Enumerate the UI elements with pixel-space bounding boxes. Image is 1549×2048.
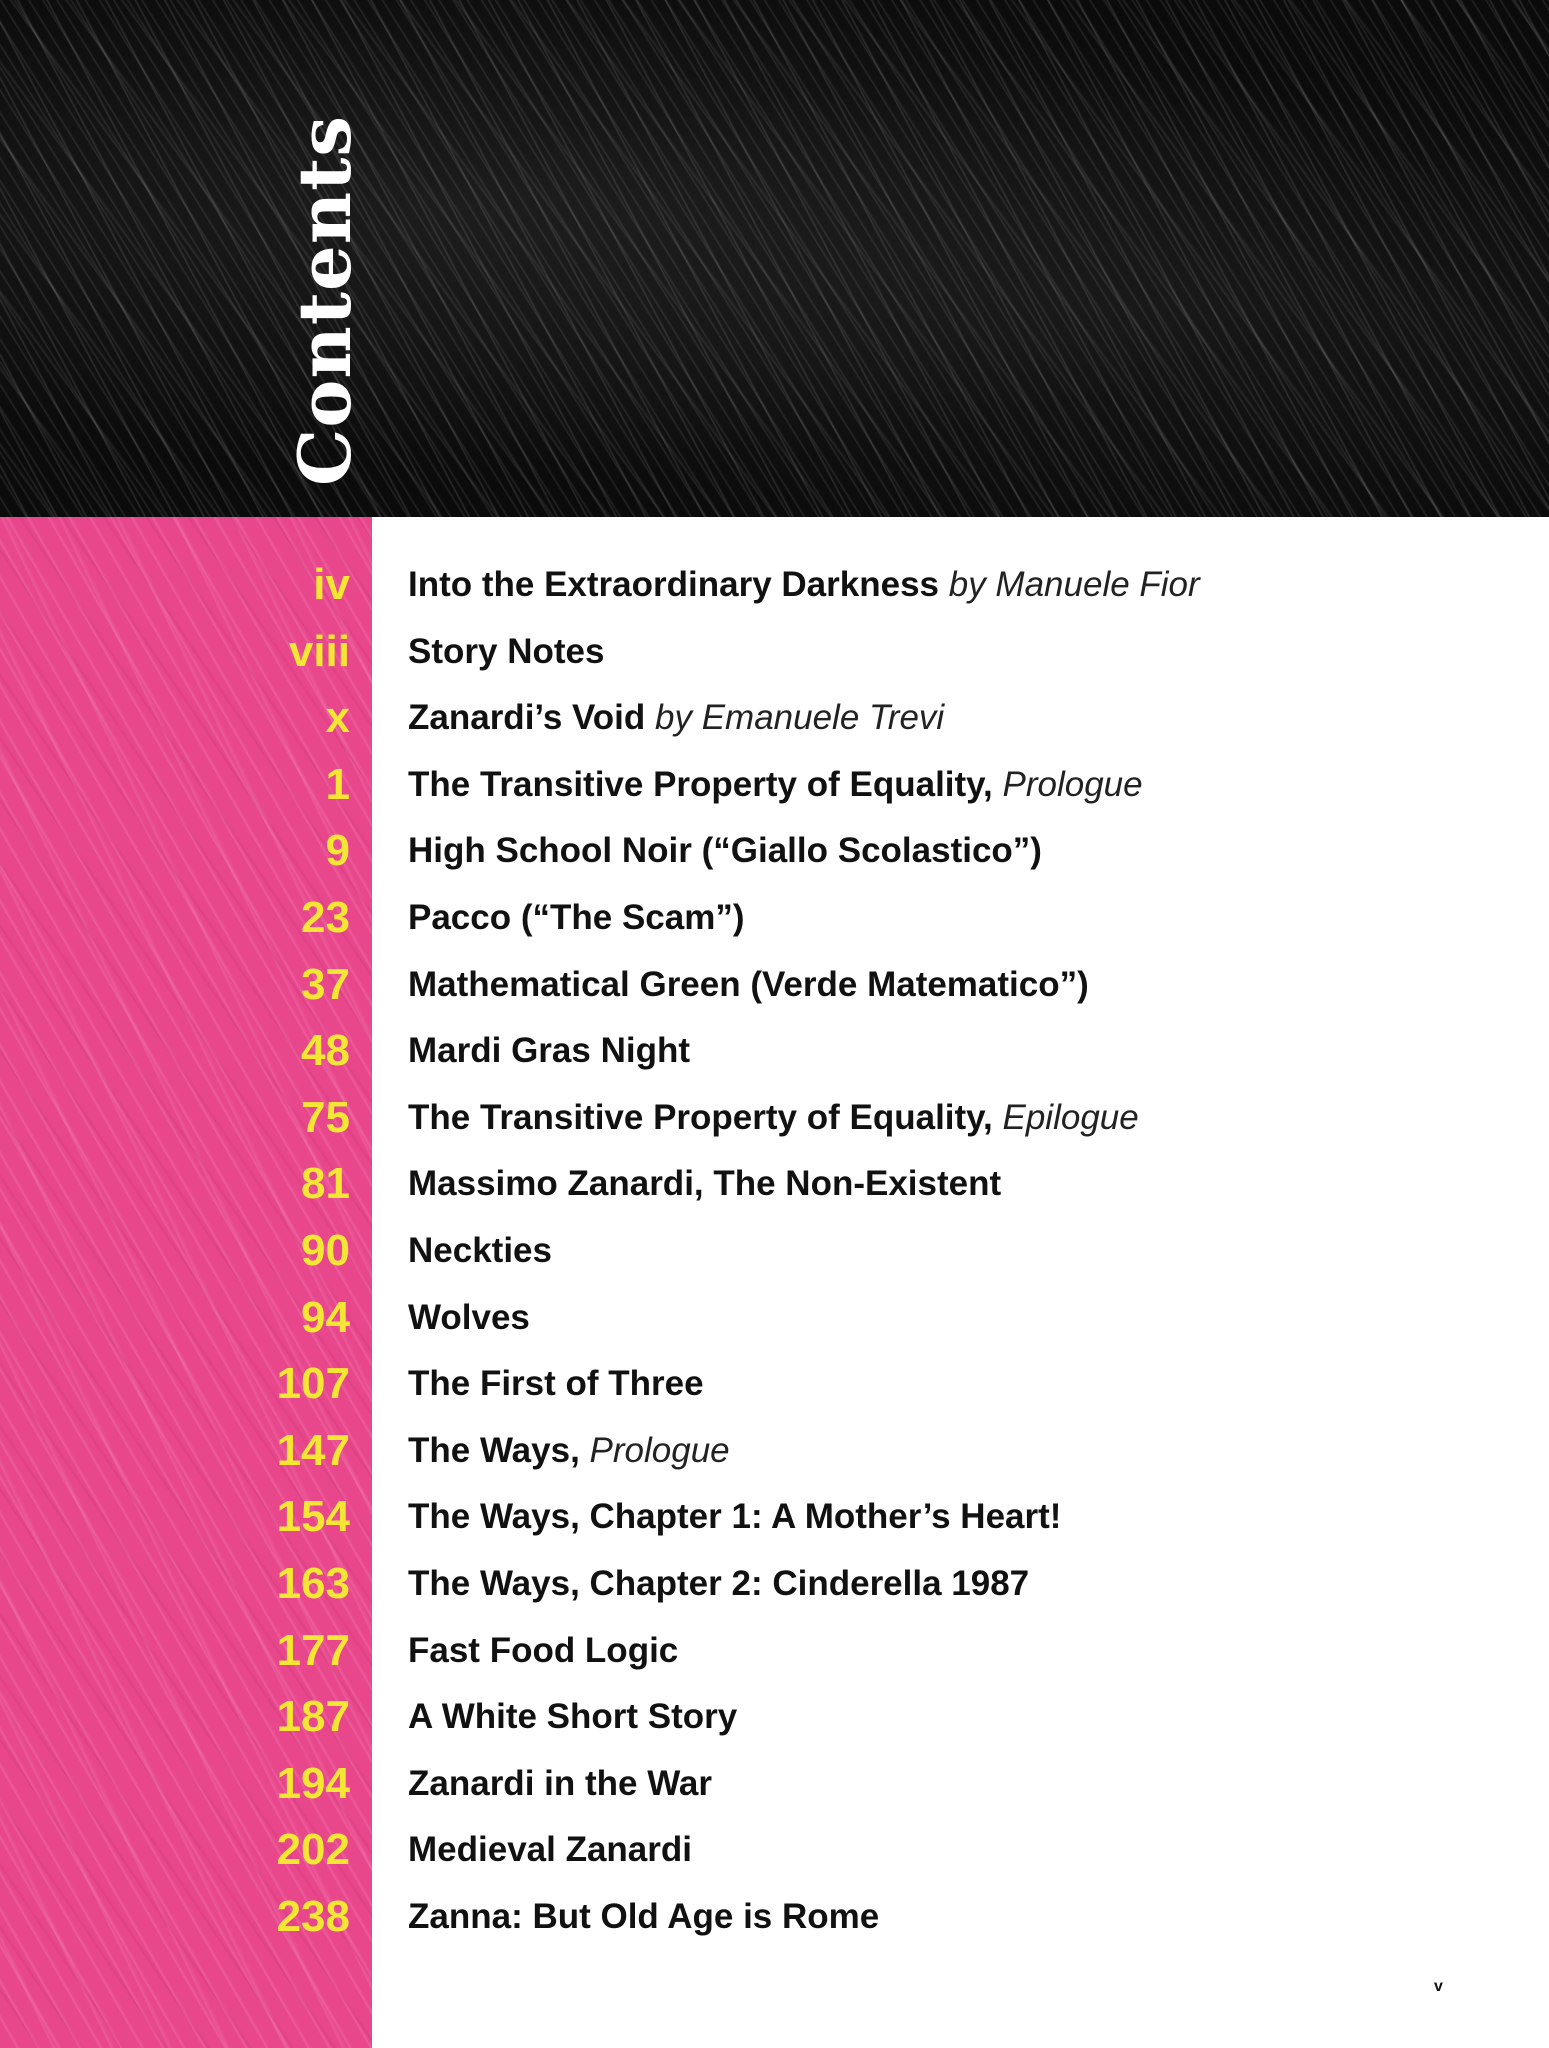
page-number: 154 [276, 1492, 350, 1542]
entry-title: Into the Extraordinary Darkness [408, 565, 939, 604]
entry-title: Fast Food Logic [408, 1630, 679, 1670]
entry-subtitle: Prologue [589, 1430, 730, 1470]
toc-row [0, 1218, 1549, 1285]
entry-title: The Transitive Property of Equality, [408, 1097, 993, 1137]
entry-title: Zanardi’s Void [408, 698, 646, 738]
page-number: 23 [301, 892, 350, 942]
page-title: Contents [281, 114, 367, 486]
toc-row [0, 1285, 1549, 1352]
entry-subtitle: Prologue [1002, 764, 1143, 804]
page-number: 90 [301, 1225, 350, 1275]
entry-text [408, 1085, 1139, 1152]
table-of-contents [0, 552, 1549, 1950]
page-number: 9 [325, 826, 350, 876]
entry-title: Medieval Zanardi [408, 1830, 692, 1870]
title-container [281, 100, 367, 500]
entry-title: Zanardi in the War [408, 1763, 713, 1803]
entry-text [408, 1551, 1029, 1618]
toc-row [0, 1484, 1549, 1551]
entry-text [408, 885, 745, 952]
entry-text [408, 1684, 737, 1751]
entry-title: The Ways, Chapter 1: A Mother’s Heart! [408, 1497, 1062, 1537]
toc-row [0, 1351, 1549, 1418]
page-number: 202 [276, 1825, 350, 1875]
page-number: 107 [276, 1359, 350, 1409]
toc-row [0, 885, 1549, 952]
toc-row [0, 1751, 1549, 1818]
entry-text [408, 685, 944, 752]
toc-row [0, 1085, 1549, 1152]
entry-text [408, 1484, 1061, 1551]
page-number: iv [313, 560, 350, 609]
page-number: 194 [276, 1758, 350, 1808]
page-number: 37 [301, 959, 350, 1009]
entry-text [408, 1151, 1001, 1218]
toc-row [0, 818, 1549, 885]
entry-title: Neckties [408, 1230, 552, 1270]
page-number: 81 [301, 1159, 350, 1209]
entry-text [408, 552, 1200, 619]
entry-title: Story Notes [408, 631, 605, 671]
entry-title: High School Noir (“Giallo Scolastico”) [408, 831, 1042, 871]
entry-text [408, 952, 1089, 1019]
entry-text [408, 1418, 730, 1485]
entry-text [408, 752, 1143, 819]
entry-text [408, 1218, 552, 1285]
entry-text [408, 1351, 704, 1418]
entry-title: Zanna: But Old Age is Rome [408, 1896, 880, 1936]
entry-subtitle: by Emanuele Trevi [655, 698, 945, 738]
toc-row [0, 685, 1549, 752]
page-number: 187 [276, 1692, 350, 1742]
entry-title: The Transitive Property of Equality, [408, 764, 993, 804]
toc-row [0, 1418, 1549, 1485]
entry-subtitle: by Manuele Fior [948, 565, 1200, 604]
entry-title: The Ways, [408, 1430, 580, 1470]
entry-title: Wolves [408, 1297, 530, 1337]
entry-text [408, 818, 1042, 885]
entry-title: A White Short Story [408, 1697, 738, 1737]
page-number: 1 [325, 759, 350, 809]
page-number: 48 [301, 1026, 350, 1076]
toc-row [0, 1618, 1549, 1685]
entry-text [408, 619, 604, 686]
page-number: 75 [301, 1092, 350, 1142]
toc-row [0, 552, 1549, 619]
entry-subtitle: Epilogue [1002, 1097, 1139, 1137]
entry-title: Mardi Gras Night [408, 1031, 690, 1071]
toc-row [0, 1551, 1549, 1618]
header-banner [0, 0, 1549, 517]
page-number: 177 [276, 1625, 350, 1675]
entry-text [408, 1018, 690, 1085]
entry-text [408, 1751, 712, 1818]
entry-title: Mathematical Green (Verde Matematico”) [408, 964, 1089, 1004]
entry-title: The Ways, Chapter 2: Cinderella 1987 [408, 1563, 1030, 1603]
entry-title: Massimo Zanardi, The Non-Existent [408, 1164, 1002, 1204]
toc-row [0, 752, 1549, 819]
entry-text [408, 1618, 678, 1685]
page-number: viii [288, 626, 350, 676]
page-number: 147 [276, 1425, 350, 1475]
toc-row [0, 1817, 1549, 1884]
entry-title: The First of Three [408, 1364, 704, 1404]
entry-title: Pacco (“The Scam”) [408, 897, 745, 937]
toc-row [0, 619, 1549, 686]
page-number: x [325, 693, 350, 743]
page-number: 238 [276, 1891, 350, 1941]
entry-text [408, 1285, 530, 1352]
page-folio: v [1434, 1978, 1443, 1995]
toc-row [0, 1018, 1549, 1085]
toc-row [0, 1884, 1549, 1951]
entry-text [408, 1817, 692, 1884]
toc-row [0, 952, 1549, 1019]
toc-row [0, 1151, 1549, 1218]
entry-text [408, 1884, 879, 1951]
page-number: 94 [301, 1292, 350, 1342]
toc-row [0, 1684, 1549, 1751]
page-number: 163 [276, 1558, 350, 1608]
